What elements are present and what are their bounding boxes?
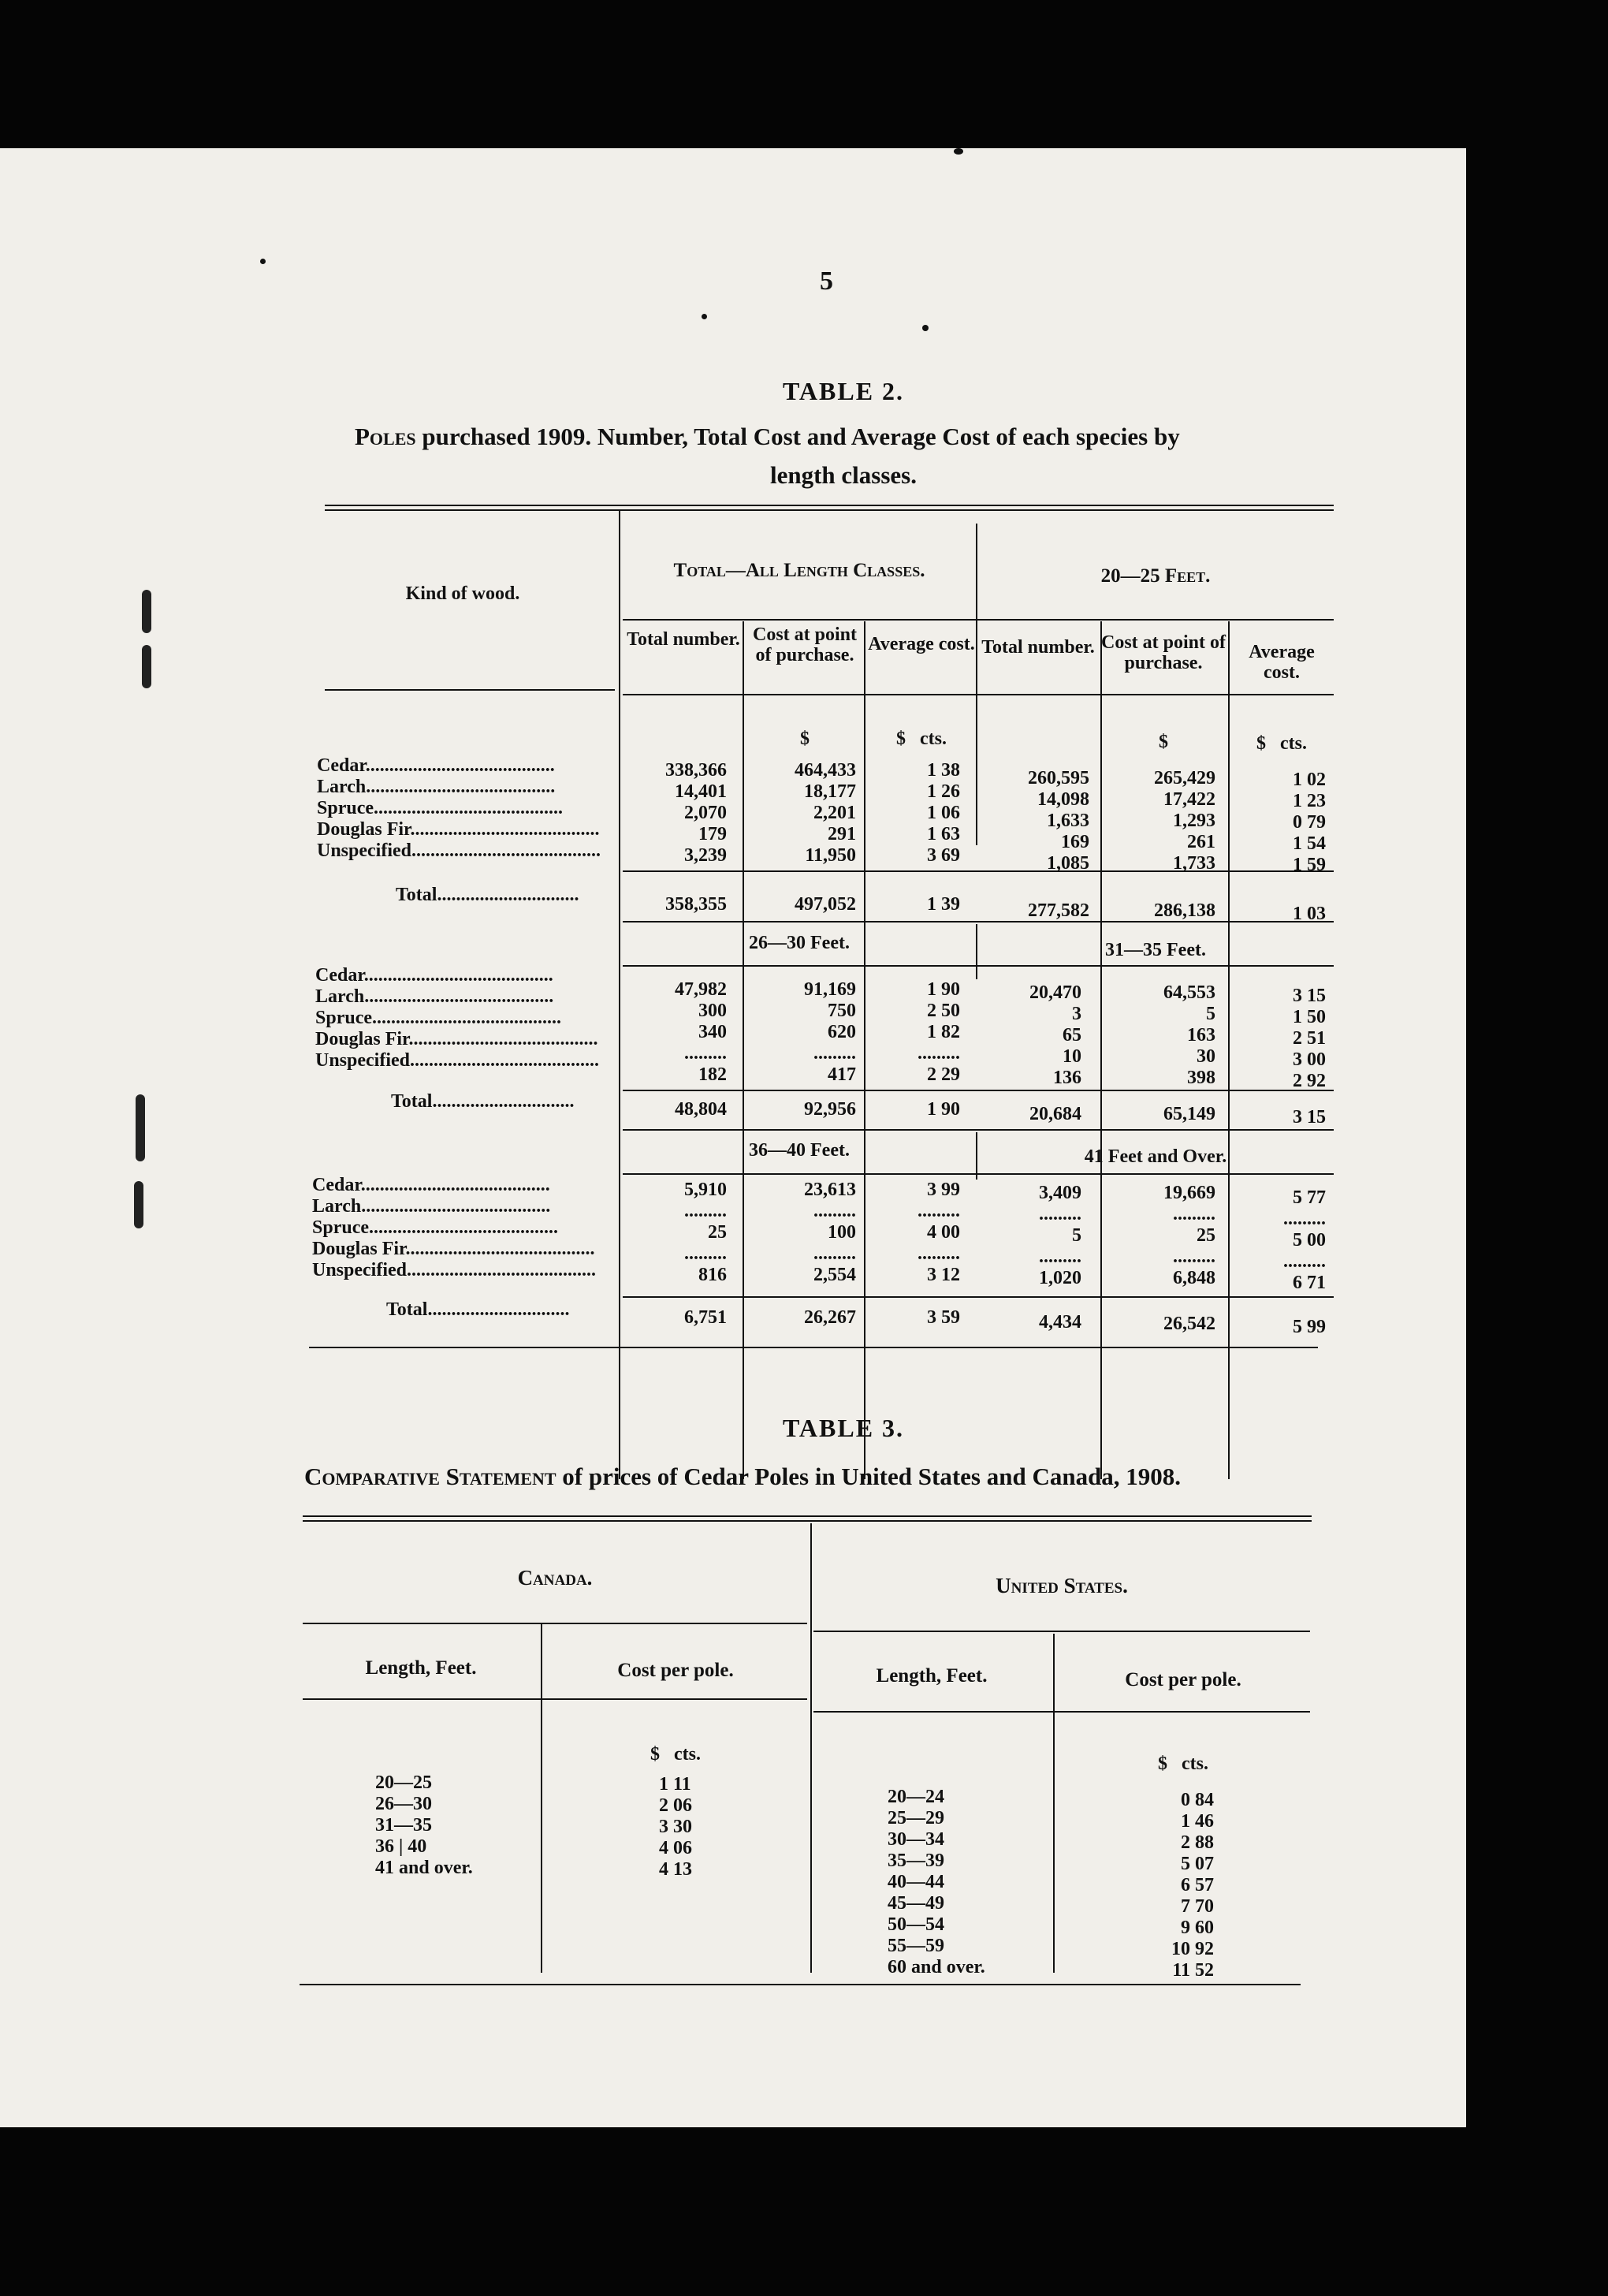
cell: Unspecified........................................ bbox=[312, 1260, 596, 1280]
col-divider bbox=[541, 1624, 542, 1973]
all-costs bbox=[746, 760, 856, 867]
cell: 10 bbox=[1063, 1046, 1081, 1067]
canada-costs bbox=[659, 1774, 754, 1880]
caption-lead: Comparative Statement bbox=[304, 1463, 556, 1490]
cell: ......... bbox=[918, 1243, 960, 1264]
ft41-averages bbox=[1230, 1187, 1326, 1294]
cell: 5 77 bbox=[1293, 1187, 1326, 1208]
ft41-total-number: 4,434 bbox=[1039, 1312, 1081, 1332]
unit-dollar: $ bbox=[1159, 732, 1168, 752]
cell: 300 bbox=[698, 1001, 727, 1021]
cell: ......... bbox=[813, 1243, 856, 1264]
all-total-cost: 497,052 bbox=[795, 894, 856, 915]
table3-title: TABLE 3. bbox=[782, 1414, 905, 1442]
cell: 338,366 bbox=[665, 760, 727, 781]
ft31-total-number: 20,684 bbox=[1029, 1104, 1081, 1124]
scan-mark bbox=[142, 645, 151, 688]
cell: 20—24 bbox=[888, 1787, 944, 1807]
cell: 3 15 bbox=[1293, 986, 1326, 1006]
col-cost-at-point: Cost at point of purchase. bbox=[1100, 632, 1226, 673]
col-average-cost: Average cost. bbox=[868, 634, 975, 654]
us-cost-col: Cost per pole. bbox=[1125, 1669, 1241, 1690]
cell: 5 07 bbox=[1181, 1854, 1214, 1874]
species-labels bbox=[312, 1175, 610, 1281]
caption-rest: of prices of Cedar Poles in United States and Canada, 1908. bbox=[562, 1463, 1182, 1490]
ft31-averages bbox=[1230, 986, 1326, 1092]
cell: 1,733 bbox=[1173, 853, 1215, 874]
cell: Larch........................................ bbox=[317, 777, 556, 797]
ft31-total-average: 3 15 bbox=[1293, 1107, 1326, 1128]
scan-mark bbox=[142, 590, 151, 633]
all-averages bbox=[867, 760, 960, 867]
cell: 163 bbox=[1187, 1025, 1215, 1046]
cell: Larch........................................ bbox=[312, 1196, 551, 1217]
cell: 2 88 bbox=[1181, 1832, 1214, 1853]
cell: 1 46 bbox=[1181, 1811, 1214, 1832]
cell: 11,950 bbox=[805, 845, 856, 866]
cell: 36 | 40 bbox=[375, 1836, 427, 1857]
cell: ......... bbox=[918, 1201, 960, 1221]
ft31-total-cost: 65,149 bbox=[1163, 1104, 1215, 1124]
ft20-costs bbox=[1100, 768, 1215, 874]
caption-lead: Poles bbox=[355, 423, 416, 450]
col-average-cost: Average cost. bbox=[1249, 642, 1315, 683]
rule bbox=[623, 1090, 1334, 1091]
ft36-costs bbox=[746, 1180, 856, 1286]
cell: ......... bbox=[1283, 1251, 1326, 1272]
cell: 136 bbox=[1053, 1068, 1081, 1088]
ft20-total-average: 1 03 bbox=[1293, 904, 1326, 924]
cell: 1,020 bbox=[1039, 1268, 1081, 1288]
cell: Douglas Fir........................................ bbox=[315, 1029, 598, 1049]
total-label: Total.............................. bbox=[391, 1091, 575, 1112]
page-number: 5 bbox=[820, 266, 833, 296]
unit-dollar-cts: $ cts. bbox=[1256, 733, 1307, 754]
cell: 816 bbox=[698, 1265, 727, 1285]
cell: ......... bbox=[813, 1201, 856, 1221]
cell: 6 57 bbox=[1181, 1875, 1214, 1895]
ft36-total-cost: 26,267 bbox=[804, 1307, 856, 1328]
cell: 3,409 bbox=[1039, 1183, 1081, 1203]
cell: 19,669 bbox=[1163, 1183, 1215, 1203]
ft36-total-average: 3 59 bbox=[927, 1307, 960, 1328]
cell: Douglas Fir........................................ bbox=[312, 1239, 595, 1259]
cell: 10 92 bbox=[1171, 1939, 1214, 1959]
cell: ......... bbox=[1173, 1247, 1215, 1267]
rule bbox=[623, 694, 1334, 695]
cell: Douglas Fir........................................ bbox=[317, 819, 600, 840]
cell: 23,613 bbox=[804, 1180, 856, 1200]
cell: 18,177 bbox=[804, 781, 856, 802]
ft20-averages bbox=[1230, 770, 1326, 876]
cell: ......... bbox=[684, 1243, 727, 1264]
ft31-costs bbox=[1100, 982, 1215, 1089]
ft36-numbers bbox=[624, 1180, 727, 1286]
group-36-40-header: 36—40 Feet. bbox=[749, 1140, 850, 1161]
scan-speck bbox=[922, 325, 929, 331]
col-divider bbox=[1053, 1634, 1055, 1973]
us-lengths bbox=[888, 1787, 1053, 1978]
cell: 26—30 bbox=[375, 1794, 432, 1814]
cell: 1 06 bbox=[927, 803, 960, 823]
cell: 1,293 bbox=[1173, 811, 1215, 831]
cell: 50—54 bbox=[888, 1914, 944, 1935]
cell: 260,595 bbox=[1028, 768, 1089, 788]
ft36-averages bbox=[867, 1180, 960, 1286]
cell: ......... bbox=[813, 1043, 856, 1064]
canada-cost-col: Cost per pole. bbox=[617, 1660, 734, 1681]
cell: 3 00 bbox=[1293, 1049, 1326, 1070]
cell: 464,433 bbox=[795, 760, 856, 781]
ft41-total-cost: 26,542 bbox=[1163, 1314, 1215, 1334]
cell: 5 bbox=[1206, 1004, 1215, 1024]
cell: 0 84 bbox=[1181, 1790, 1214, 1810]
canada-length-col: Length, Feet. bbox=[365, 1657, 477, 1679]
scan-speck bbox=[260, 259, 266, 264]
cell: 30 bbox=[1197, 1046, 1215, 1067]
canada-lengths bbox=[375, 1772, 541, 1879]
cell: 2 06 bbox=[659, 1795, 692, 1816]
rule bbox=[303, 1623, 807, 1624]
cell: 5 bbox=[1072, 1225, 1081, 1246]
cell: 100 bbox=[828, 1222, 856, 1243]
cell: 2 51 bbox=[1293, 1028, 1326, 1049]
ft41-costs bbox=[1100, 1183, 1215, 1289]
ft26-averages bbox=[867, 979, 960, 1086]
table2-bottom-rule bbox=[309, 1347, 1318, 1348]
group-26-30-header: 26—30 Feet. bbox=[749, 933, 850, 953]
cell: 41 and over. bbox=[375, 1858, 473, 1878]
cell: 6,848 bbox=[1173, 1268, 1215, 1288]
rule bbox=[303, 1698, 807, 1700]
cell: 64,553 bbox=[1163, 982, 1215, 1003]
cell: 1 26 bbox=[927, 781, 960, 802]
ft31-numbers bbox=[979, 982, 1081, 1089]
table3-bottom-rule bbox=[300, 1984, 1301, 1985]
cell: Cedar........................................ bbox=[315, 965, 553, 986]
table3-top-rule bbox=[303, 1515, 1312, 1522]
cell: 91,169 bbox=[804, 979, 856, 1000]
document-page bbox=[0, 148, 1466, 2127]
ft26-numbers bbox=[624, 979, 727, 1086]
ft41-total-average: 5 99 bbox=[1293, 1317, 1326, 1337]
table3-caption bbox=[304, 1462, 1345, 1492]
cell: 7 70 bbox=[1181, 1896, 1214, 1917]
all-numbers bbox=[624, 760, 727, 867]
cell: 291 bbox=[828, 824, 856, 844]
cell: 2,070 bbox=[684, 803, 727, 823]
rule bbox=[623, 870, 1334, 872]
cell: 3 bbox=[1072, 1004, 1081, 1024]
cell: 2,201 bbox=[813, 803, 856, 823]
cell: ......... bbox=[1039, 1204, 1081, 1224]
rule bbox=[623, 1296, 1334, 1298]
ft26-total-cost: 92,956 bbox=[804, 1099, 856, 1120]
united-states-header: United States. bbox=[996, 1574, 1128, 1597]
cell: 25 bbox=[708, 1222, 727, 1243]
country-divider bbox=[810, 1523, 812, 1973]
cell: 20—25 bbox=[375, 1772, 432, 1793]
total-label: Total.............................. bbox=[396, 885, 579, 905]
cell: 1 23 bbox=[1293, 791, 1326, 811]
scan-mark bbox=[134, 1181, 143, 1228]
rule bbox=[977, 619, 1334, 621]
cell: 35—39 bbox=[888, 1851, 944, 1871]
cell: 2,554 bbox=[813, 1265, 856, 1285]
cell: Cedar........................................ bbox=[317, 755, 555, 776]
canada-unit: $ cts. bbox=[650, 1744, 701, 1765]
col-divider bbox=[743, 621, 744, 1479]
cell: 1 38 bbox=[927, 760, 960, 781]
cell: 17,422 bbox=[1163, 789, 1215, 810]
table2-caption-line2: length classes. bbox=[770, 461, 917, 489]
cell: 6 71 bbox=[1293, 1273, 1326, 1293]
unit-dollar-cts: $ cts. bbox=[896, 729, 947, 749]
ft20-total-number: 277,582 bbox=[1028, 900, 1089, 921]
cell: 60 and over. bbox=[888, 1957, 985, 1977]
cell: 5 00 bbox=[1293, 1230, 1326, 1250]
cell: 398 bbox=[1187, 1068, 1215, 1088]
cell: 265,429 bbox=[1154, 768, 1215, 788]
cell: 31—35 bbox=[375, 1815, 432, 1836]
cell: Spruce........................................ bbox=[317, 798, 563, 818]
cell: 4 13 bbox=[659, 1859, 692, 1880]
table2-kind-divider bbox=[619, 509, 620, 1479]
cell: Unspecified........................................ bbox=[317, 840, 601, 861]
cell: 1 02 bbox=[1293, 770, 1326, 790]
cell: 1 11 bbox=[659, 1774, 691, 1795]
us-length-col: Length, Feet. bbox=[876, 1665, 988, 1687]
cell: 45—49 bbox=[888, 1893, 944, 1914]
cell: 65 bbox=[1063, 1025, 1081, 1046]
cell: 261 bbox=[1187, 832, 1215, 852]
rule bbox=[623, 921, 1334, 922]
cell: 20,470 bbox=[1029, 982, 1081, 1003]
rule bbox=[813, 1631, 1310, 1632]
cell: 2 50 bbox=[927, 1001, 960, 1021]
cell: ......... bbox=[918, 1043, 960, 1064]
ft26-costs bbox=[746, 979, 856, 1086]
cell: 11 52 bbox=[1172, 1960, 1214, 1981]
cell: 14,098 bbox=[1037, 789, 1089, 810]
table2-caption bbox=[355, 422, 1324, 452]
ft20-total-cost: 286,138 bbox=[1154, 900, 1215, 921]
cell: 1,085 bbox=[1047, 853, 1089, 874]
cell: Cedar........................................ bbox=[312, 1175, 550, 1195]
cell: 40—44 bbox=[888, 1872, 944, 1892]
cell: 25—29 bbox=[888, 1808, 944, 1828]
caption-rest: purchased 1909. Number, Total Cost and Average Cost of each species by bbox=[422, 423, 1180, 450]
scan-speck bbox=[702, 314, 707, 319]
cell: 620 bbox=[828, 1022, 856, 1042]
cell: 1 90 bbox=[927, 979, 960, 1000]
total-label: Total.............................. bbox=[386, 1299, 570, 1320]
cell: 9 60 bbox=[1181, 1918, 1214, 1938]
col-cost-at-point: Cost at point of purchase. bbox=[752, 624, 857, 665]
group-31-35-header: 31—35 Feet. bbox=[1105, 940, 1206, 960]
cell: 417 bbox=[828, 1064, 856, 1085]
rule bbox=[623, 1129, 1334, 1131]
table2-title: TABLE 2. bbox=[782, 377, 905, 405]
species-labels bbox=[315, 965, 610, 1072]
kind-of-wood-header: Kind of wood. bbox=[405, 583, 520, 604]
cell: ......... bbox=[1039, 1247, 1081, 1267]
group-all-lengths-header: Total—All Length Classes. bbox=[673, 560, 925, 581]
cell: 169 bbox=[1061, 832, 1089, 852]
scan-mark bbox=[136, 1094, 145, 1161]
cell: 179 bbox=[698, 824, 727, 844]
cell: 5,910 bbox=[684, 1180, 727, 1200]
rule bbox=[623, 619, 976, 621]
cell: ......... bbox=[684, 1043, 727, 1064]
cell: 1 82 bbox=[927, 1022, 960, 1042]
cell: Larch........................................ bbox=[315, 986, 554, 1007]
cell: 25 bbox=[1197, 1225, 1215, 1246]
cell: Unspecified........................................ bbox=[315, 1050, 599, 1071]
cell: 3 12 bbox=[927, 1265, 960, 1285]
cell: Spruce........................................ bbox=[312, 1217, 558, 1238]
cell: 14,401 bbox=[675, 781, 727, 802]
col-total-number: Total number. bbox=[981, 637, 1095, 658]
cell: 1 54 bbox=[1293, 833, 1326, 854]
cell: 3 69 bbox=[927, 845, 960, 866]
ft26-total-number: 48,804 bbox=[675, 1099, 727, 1120]
species-labels bbox=[317, 755, 610, 862]
rule bbox=[325, 689, 615, 691]
us-unit: $ cts. bbox=[1158, 1754, 1208, 1774]
all-total-average: 1 39 bbox=[927, 894, 960, 915]
cell: 3 30 bbox=[659, 1817, 692, 1837]
rule bbox=[623, 965, 1334, 967]
cell: 2 92 bbox=[1293, 1071, 1326, 1091]
ft26-total-average: 1 90 bbox=[927, 1099, 960, 1120]
col-total-number: Total number. bbox=[627, 629, 740, 650]
cell: 4 00 bbox=[927, 1222, 960, 1243]
cell: ......... bbox=[1283, 1209, 1326, 1229]
cell: 55—59 bbox=[888, 1936, 944, 1956]
cell: 1 59 bbox=[1293, 855, 1326, 875]
ft41-numbers bbox=[979, 1183, 1081, 1289]
cell: 3,239 bbox=[684, 845, 727, 866]
table2-top-rule bbox=[325, 505, 1334, 511]
cell: 47,982 bbox=[675, 979, 727, 1000]
group-41-over-header: 41 Feet and Over. bbox=[1084, 1146, 1227, 1167]
cell: 340 bbox=[698, 1022, 727, 1042]
cell: 1,633 bbox=[1047, 811, 1089, 831]
cell: ......... bbox=[684, 1201, 727, 1221]
cell: 1 63 bbox=[927, 824, 960, 844]
cell: 3 99 bbox=[927, 1180, 960, 1200]
cell: 182 bbox=[698, 1064, 727, 1085]
cell: Spruce........................................ bbox=[315, 1008, 561, 1028]
cell: 750 bbox=[828, 1001, 856, 1021]
cell: 0 79 bbox=[1293, 812, 1326, 833]
cell: 2 29 bbox=[927, 1064, 960, 1085]
rule bbox=[623, 1173, 1334, 1175]
cell: ......... bbox=[1173, 1204, 1215, 1224]
ft20-numbers bbox=[979, 768, 1089, 874]
unit-dollar: $ bbox=[800, 729, 810, 749]
canada-header: Canada. bbox=[517, 1566, 593, 1590]
us-costs bbox=[1135, 1790, 1214, 1981]
scan-speck bbox=[954, 148, 963, 155]
cell: 4 06 bbox=[659, 1838, 692, 1858]
rule bbox=[813, 1711, 1310, 1713]
col-divider bbox=[864, 621, 865, 1479]
all-total-number: 358,355 bbox=[665, 894, 727, 915]
group-20-25-header: 20—25 Feet. bbox=[1100, 565, 1211, 587]
cell: 1 50 bbox=[1293, 1007, 1326, 1027]
cell: 30—34 bbox=[888, 1829, 944, 1850]
ft36-total-number: 6,751 bbox=[684, 1307, 727, 1328]
